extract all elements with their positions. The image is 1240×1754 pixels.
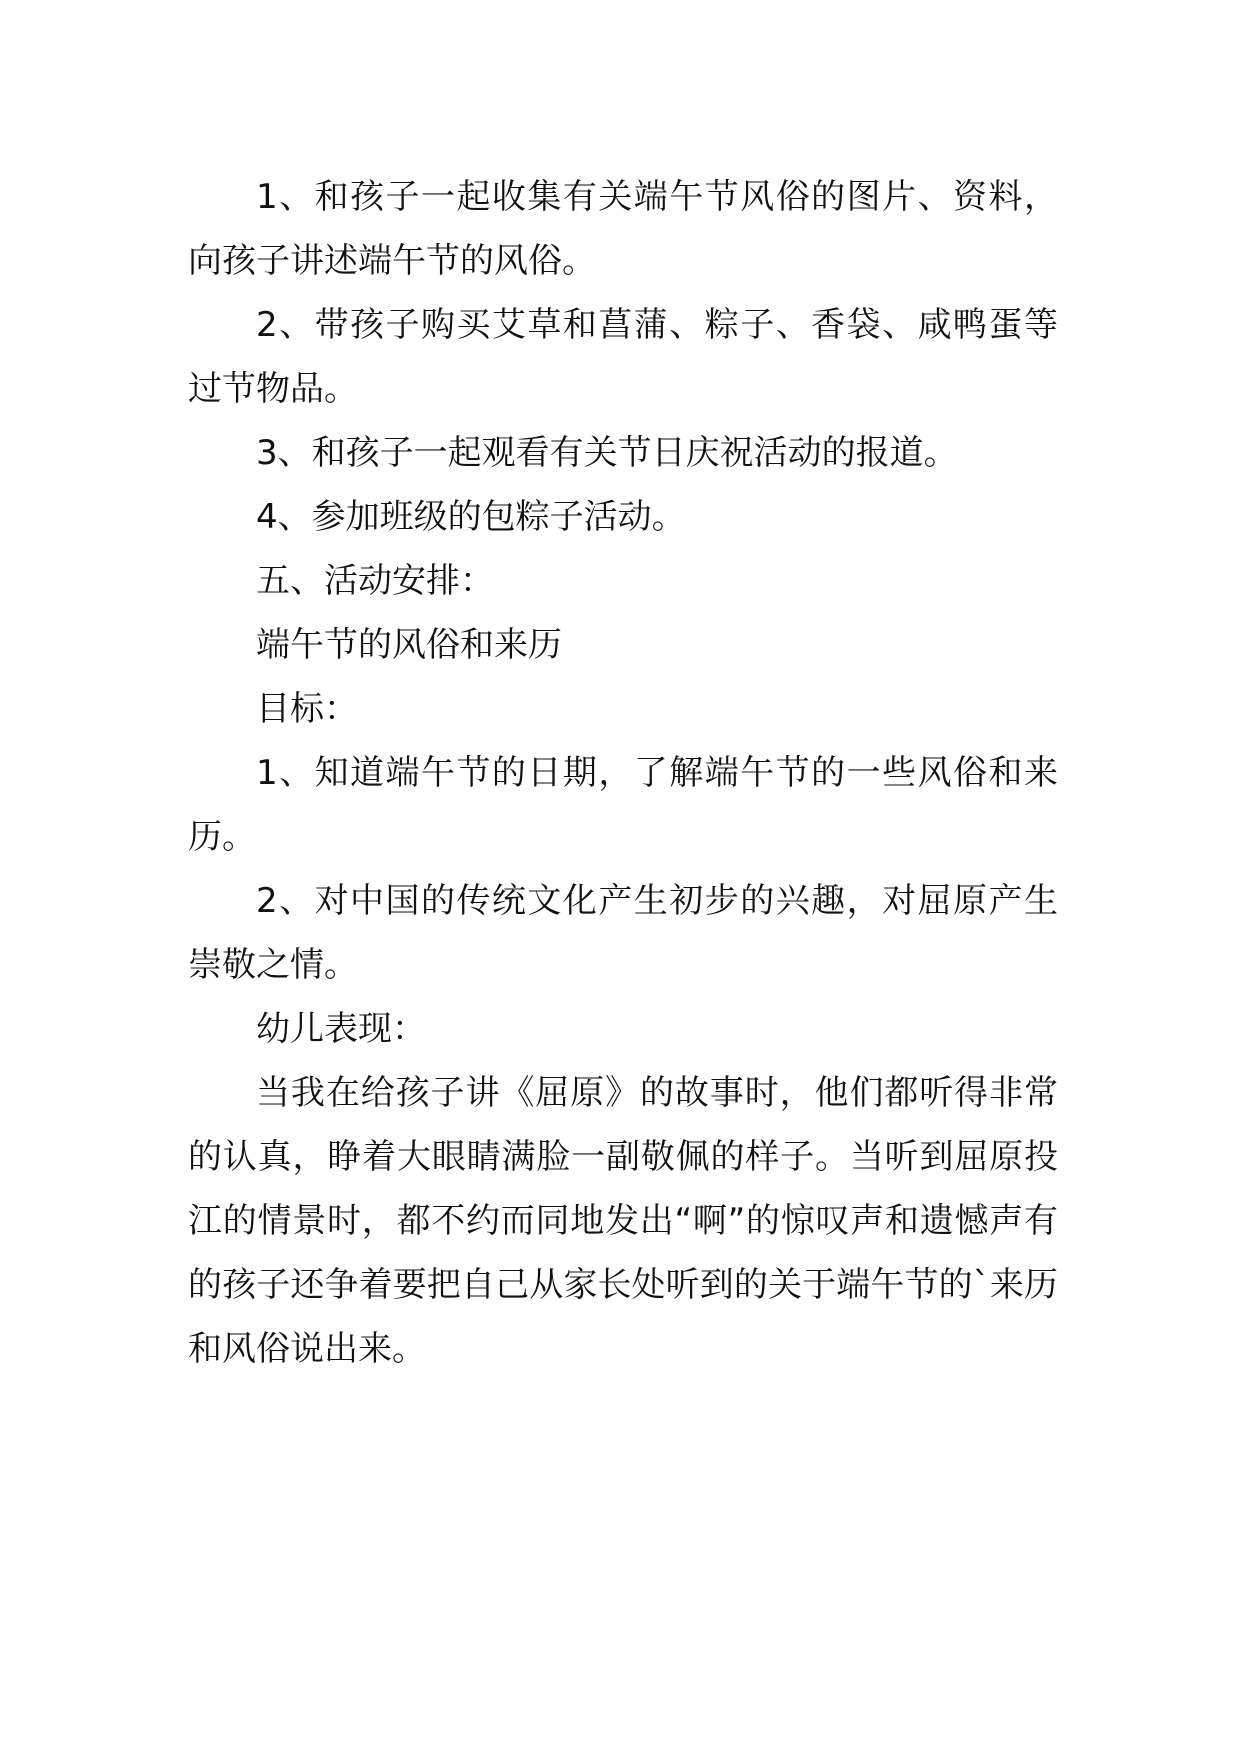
paragraph-goal-1: 1、知道端午节的日期，了解端午节的一些风俗和来历。: [188, 753, 1058, 857]
paragraph-activity-4: 4、参加班级的包粽子活动。: [256, 497, 686, 537]
paragraph-activity-3: 3、和孩子一起观看有关节日庆祝活动的报道。: [256, 433, 958, 473]
subheading-child-performance: 幼儿表现：: [256, 1009, 426, 1049]
subheading-goals: 目标：: [256, 689, 358, 729]
paragraph-goal-2: 2、对中国的传统文化产生初步的兴趣，对屈原产生崇敬之情。: [188, 881, 1058, 985]
paragraph-activity-1: 1、和孩子一起收集有关端午节风俗的图片、资料，向孩子讲述端午节的风俗。: [188, 177, 1058, 281]
subheading-customs-origin: 端午节的风俗和来历: [256, 625, 562, 665]
paragraph-performance: 当我在给孩子讲《屈原》的故事时，他们都听得非常的认真，睁着大眼睛满脸一副敬佩的样子。当听到屈原投江的情景时，都不约而同地发出“啊”的惊叹声和遗憾声有的孩子还争着要把自己从家长处听到的关于端午节的`来历和风俗说出来。: [188, 1073, 1058, 1369]
paragraph-activity-2: 2、带孩子购买艾草和菖蒲、粽子、香袋、咸鸭蛋等过节物品。: [188, 305, 1058, 409]
document-body: [188, 165, 1058, 1381]
section-heading-arrangement: 五、活动安排：: [256, 561, 494, 601]
